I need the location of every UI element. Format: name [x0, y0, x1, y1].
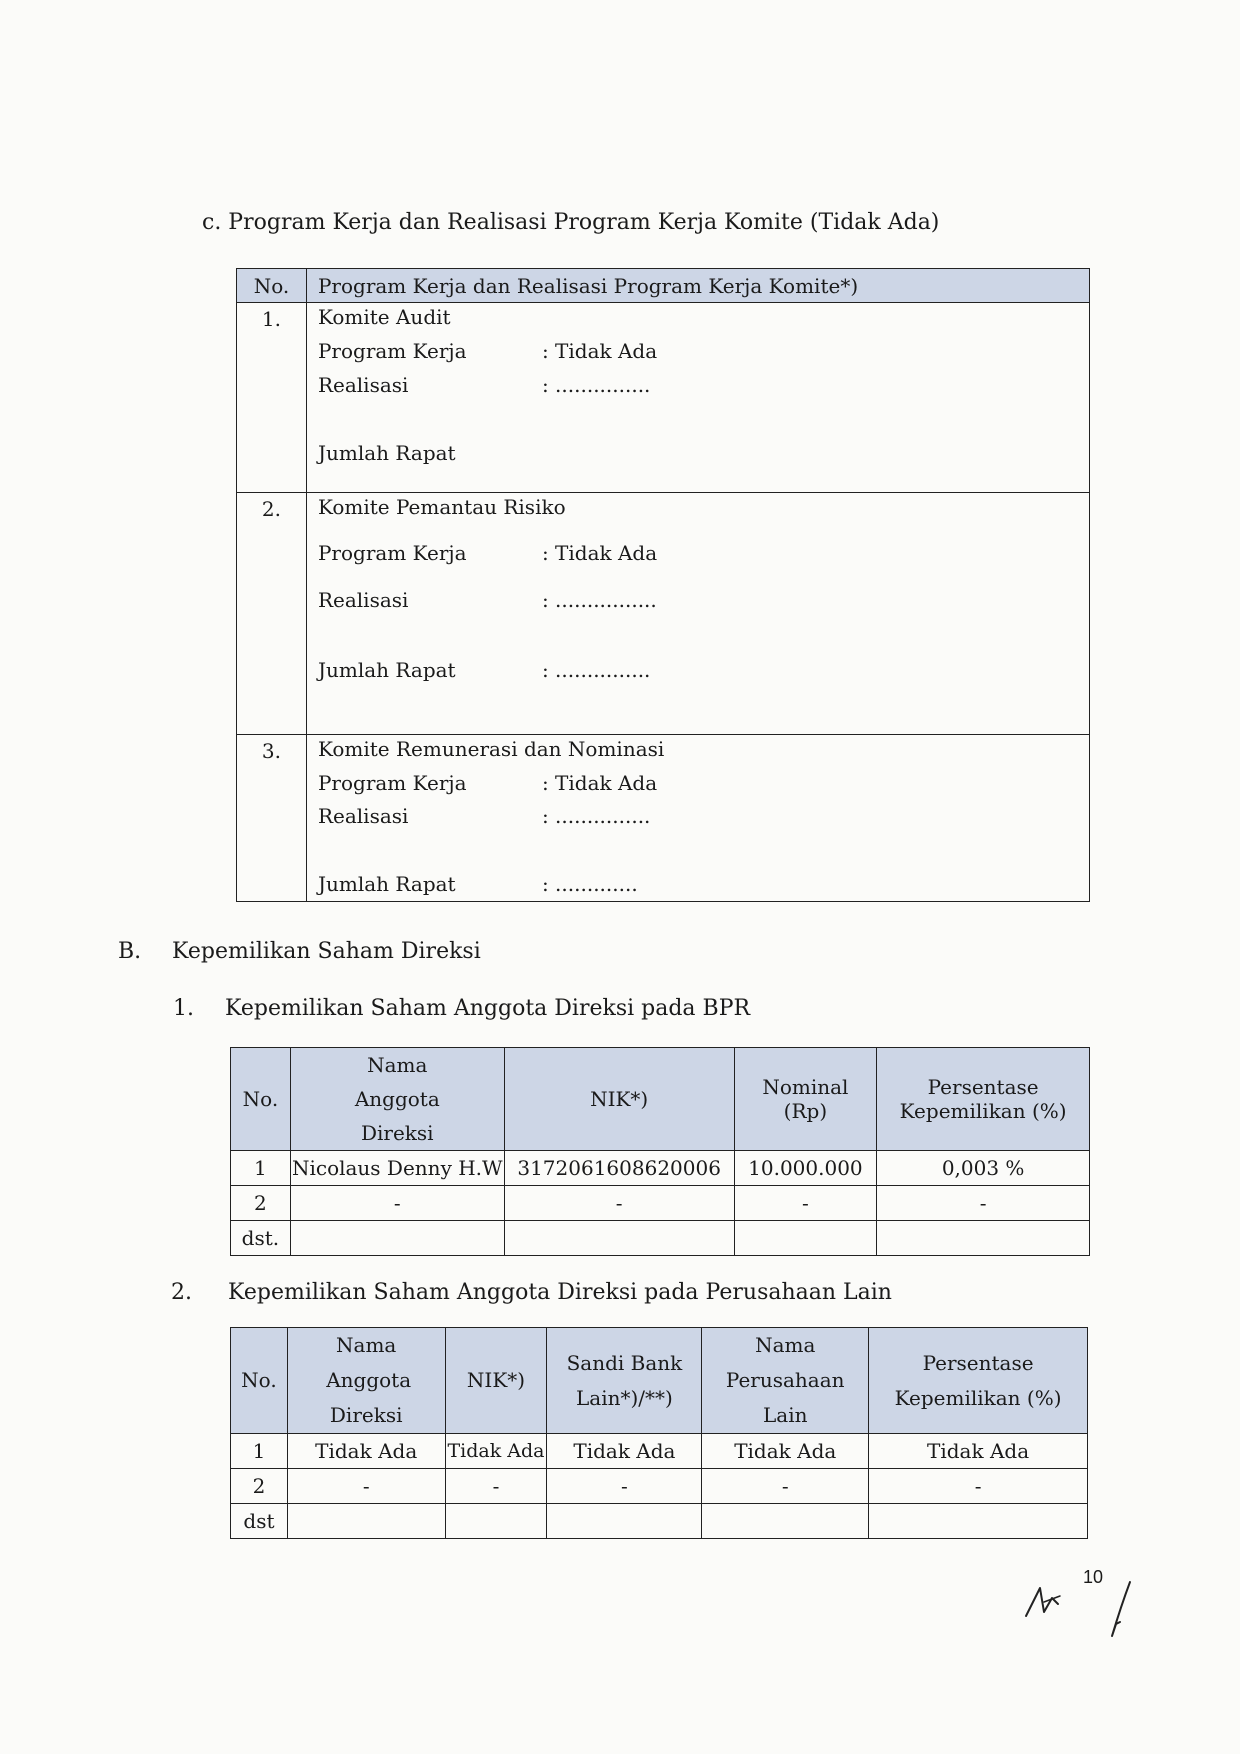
committee-name: Komite Audit — [317, 305, 451, 329]
header-persentase — [869, 1328, 1088, 1434]
header-perusahaan — [702, 1328, 869, 1434]
cell-no: 2 — [231, 1186, 291, 1221]
program-label: Program Kerja — [317, 771, 467, 795]
header-no: No. — [231, 1048, 291, 1151]
committee-name: Komite Pemantau Risiko — [317, 495, 566, 519]
row-number: 2. — [237, 493, 307, 735]
header-perusahaan-text: Nama Perusahaan Lain — [725, 1333, 845, 1427]
rapat-label: Jumlah Rapat — [317, 441, 456, 465]
program-label: Program Kerja — [317, 541, 467, 565]
handwritten-initials — [1020, 1578, 1150, 1658]
header-no: No. — [237, 269, 307, 303]
cell-nama: Nicolaus Denny H.W — [290, 1151, 504, 1186]
cell-no: 1 — [231, 1434, 288, 1469]
committee-row — [237, 735, 1090, 902]
cell-no: 1 — [231, 1151, 291, 1186]
program-label: Program Kerja — [317, 339, 467, 363]
page-number: 10 — [1083, 1567, 1104, 1587]
header-sandi — [547, 1328, 702, 1434]
row-number: 3. — [237, 735, 307, 902]
realisasi-label: Realisasi — [317, 804, 409, 828]
realisasi-value: : ............... — [541, 804, 651, 828]
subsection-2-number: 2. — [171, 1280, 192, 1305]
cell-no: 2 — [231, 1469, 288, 1504]
realisasi-value: : ................ — [541, 588, 657, 612]
subsection-2-title: Kepemilikan Saham Anggota Direksi pada Perusahaan Lain — [228, 1280, 892, 1305]
header-nominal-text: Nominal (Rp) — [762, 1075, 849, 1123]
header-program: Program Kerja dan Realisasi Program Kerja Komite*) — [306, 269, 1089, 303]
realisasi-value: : ............... — [541, 373, 651, 397]
realisasi-label: Realisasi — [317, 373, 409, 397]
subsection-1-title: Kepemilikan Saham Anggota Direksi pada BPR — [225, 996, 751, 1021]
rapat-value: : ............. — [541, 872, 638, 896]
table-row — [231, 1151, 1090, 1186]
header-nik: NIK*) — [504, 1048, 734, 1151]
header-no: No. — [231, 1328, 288, 1434]
header-persentase — [877, 1048, 1090, 1151]
header-sandi-text: Sandi Bank Lain*)/**) — [566, 1350, 683, 1410]
cell-persentase: Tidak Ada — [869, 1434, 1088, 1469]
cell-nama: - — [290, 1186, 504, 1221]
cell-perusahaan: Tidak Ada — [702, 1434, 869, 1469]
initial-mark-2 — [1044, 1596, 1060, 1602]
committee-row — [237, 493, 1090, 735]
cell-nama: - — [287, 1469, 445, 1504]
committee-program-table — [236, 268, 1090, 902]
committee-row — [237, 303, 1090, 493]
committee-name: Komite Remunerasi dan Nominasi — [317, 737, 665, 761]
initial-mark-1 — [1026, 1588, 1058, 1616]
cell-persentase: - — [877, 1186, 1090, 1221]
cell-nominal — [734, 1221, 877, 1256]
cell-sandi: - — [547, 1469, 702, 1504]
program-value: : Tidak Ada — [541, 541, 658, 565]
table-row — [231, 1434, 1088, 1469]
header-persentase-text: Persentase Kepemilikan (%) — [894, 1350, 1062, 1410]
subsection-1-number: 1. — [173, 996, 194, 1021]
cell-perusahaan — [702, 1504, 869, 1539]
cell-nik — [504, 1221, 734, 1256]
realisasi-label: Realisasi — [317, 588, 409, 612]
header-nama-text: Nama Anggota Direksi — [354, 1053, 440, 1145]
header-nik: NIK*) — [445, 1328, 547, 1434]
table-row — [231, 1186, 1090, 1221]
cell-nama: Tidak Ada — [287, 1434, 445, 1469]
row-number: 1. — [237, 303, 307, 493]
cell-sandi: Tidak Ada — [547, 1434, 702, 1469]
initial-mark-3 — [1112, 1582, 1130, 1636]
cell-nik: Tidak Ada — [445, 1434, 547, 1469]
cell-nama — [287, 1504, 445, 1539]
cell-persentase — [869, 1504, 1088, 1539]
cell-nik: - — [504, 1186, 734, 1221]
header-nama — [287, 1328, 445, 1434]
table-row — [231, 1221, 1090, 1256]
section-b-title: Kepemilikan Saham Direksi — [172, 939, 481, 964]
cell-nama — [290, 1221, 504, 1256]
cell-nik — [445, 1504, 547, 1539]
other-company-ownership-table — [230, 1327, 1088, 1539]
cell-no: dst. — [231, 1221, 291, 1256]
cell-persentase — [877, 1221, 1090, 1256]
program-value: : Tidak Ada — [541, 339, 658, 363]
cell-sandi — [547, 1504, 702, 1539]
cell-persentase: 0,003 % — [877, 1151, 1090, 1186]
header-persentase-text: Persentase Kepemilikan (%) — [899, 1075, 1067, 1123]
section-c-heading: c. Program Kerja dan Realisasi Program Kerja Komite (Tidak Ada) — [202, 210, 940, 235]
cell-nik: - — [445, 1469, 547, 1504]
cell-perusahaan: - — [702, 1469, 869, 1504]
cell-nominal: 10.000.000 — [734, 1151, 877, 1186]
cell-nominal: - — [734, 1186, 877, 1221]
table-row — [231, 1504, 1088, 1539]
rapat-label: Jumlah Rapat — [317, 872, 456, 896]
cell-persentase: - — [869, 1469, 1088, 1504]
header-nama — [290, 1048, 504, 1151]
program-value: : Tidak Ada — [541, 771, 658, 795]
cell-no: dst — [231, 1504, 288, 1539]
bpr-ownership-table — [230, 1047, 1090, 1256]
table-row — [231, 1469, 1088, 1504]
section-b-letter: B. — [118, 939, 142, 964]
header-nama-text: Nama Anggota Direksi — [326, 1333, 412, 1427]
rapat-label: Jumlah Rapat — [317, 658, 456, 682]
rapat-value: : ............... — [541, 658, 651, 682]
header-nominal — [734, 1048, 877, 1151]
cell-nik: 3172061608620006 — [504, 1151, 734, 1186]
